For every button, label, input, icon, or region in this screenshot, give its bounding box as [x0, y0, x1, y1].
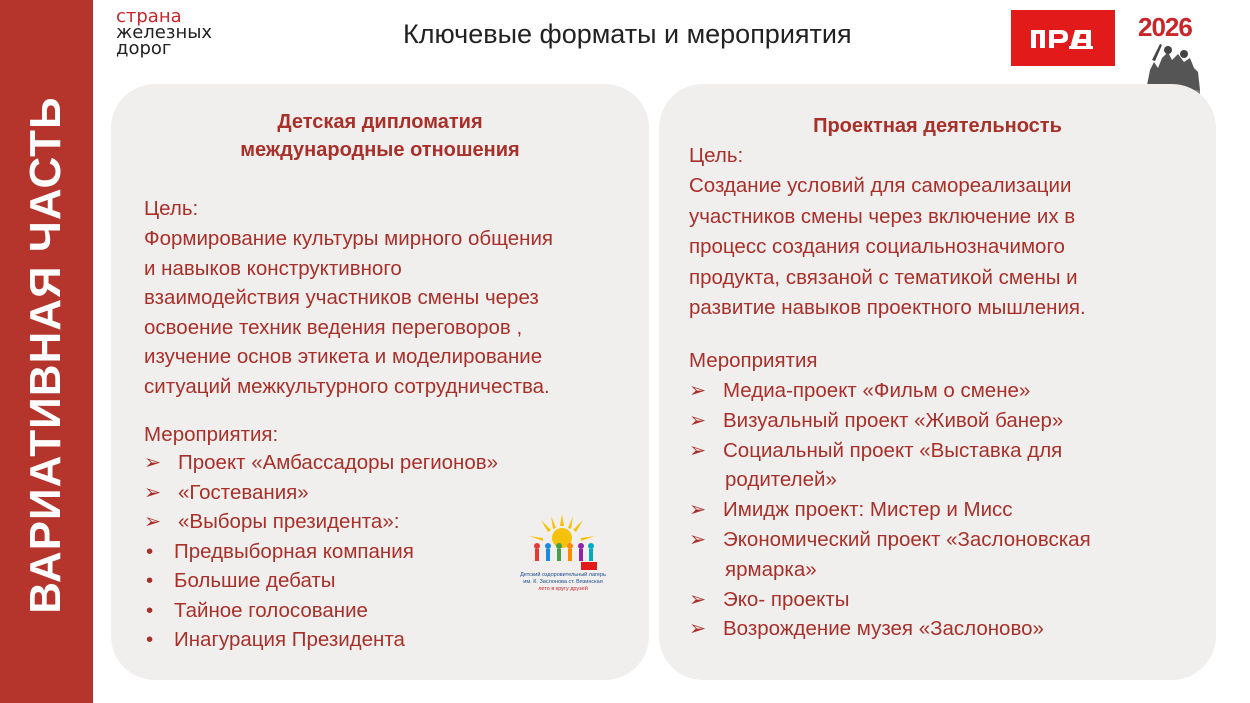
card-projects-heading: Проектная деятельность [813, 115, 1062, 137]
event-label-continued: родителей» [725, 468, 837, 492]
side-banner [0, 0, 93, 703]
goal-line: изучение основ этикета и моделирование [144, 345, 543, 368]
event-label: Возрождение музея «Заслоново» [723, 617, 1044, 641]
list-item [689, 555, 1091, 585]
arrow-bullet-icon: ➢ [144, 451, 162, 474]
list-item [689, 406, 1091, 436]
events-label: Мероприятия: [144, 423, 279, 446]
arrow-bullet-icon: ➢ [689, 379, 707, 402]
brand-line-1: страна [116, 6, 182, 27]
goal-line: процесс создания социальнозначимого [689, 235, 1065, 258]
event-label: Эко- проекты [723, 587, 850, 611]
goal-line: Формирование культуры мирного общения [144, 227, 554, 250]
goal-line: участников смены через включение их в [689, 204, 1076, 228]
list-item [689, 495, 1091, 525]
list-item [144, 596, 498, 626]
dot-bullet-icon: • [146, 628, 154, 651]
page-title: Ключевые форматы и мероприятия [403, 19, 852, 49]
arrow-bullet-icon: ➢ [144, 480, 162, 504]
events-list [689, 376, 1091, 644]
rzd-logo-icon [1011, 10, 1115, 66]
list-item [689, 525, 1091, 555]
sun-children-icon [521, 512, 603, 572]
dot-bullet-icon: • [146, 598, 154, 622]
list-item [144, 478, 498, 508]
goal-label: Цель: [689, 144, 744, 167]
camp-caption-line: им. К. Заслонова ст. Вязинская [523, 579, 603, 585]
goal-line: развитие навыков проектного мышления. [689, 296, 1086, 319]
list-item [689, 614, 1091, 644]
goal-line: взаимодействия участников смены через [144, 286, 539, 309]
heading-line: международные отношения [240, 139, 520, 161]
sub-event-label: Тайное голосование [174, 598, 368, 622]
arrow-bullet-icon: ➢ [144, 510, 162, 533]
list-item [689, 465, 1091, 495]
list-item [144, 625, 498, 655]
brand-logo [116, 6, 213, 59]
camp-caption-line: Детский оздоровительный лагерь [520, 572, 606, 578]
arrow-bullet-icon: ➢ [689, 408, 707, 432]
sub-event-label: Инагурация Президента [174, 628, 405, 651]
camp-logo [505, 512, 621, 598]
goal-text [144, 224, 553, 401]
goal-line: продукта, связаной с тематикой смены и [689, 265, 1078, 289]
event-label: Визуальный проект «Живой банер» [723, 408, 1064, 432]
goal-line: и навыков конструктивного [144, 256, 402, 280]
arrow-bullet-icon: ➢ [689, 527, 707, 551]
goal-line: освоение техник ведения переговоров , [144, 315, 523, 339]
arrow-bullet-icon: ➢ [689, 587, 707, 611]
events-label: Мероприятия [689, 349, 818, 372]
goal-line: Создание условий для самореализации [689, 174, 1072, 197]
goal-label: Цель: [144, 197, 199, 220]
list-item [144, 507, 498, 537]
dot-bullet-icon: • [146, 569, 154, 592]
list-item [689, 436, 1091, 466]
event-label: Проект «Амбассадоры регионов» [178, 451, 499, 474]
list-item [689, 376, 1091, 406]
sub-event-label: Большие дебаты [174, 569, 336, 592]
heading-line: Детская дипломатия [277, 111, 483, 133]
sub-event-label: Предвыборная компания [174, 539, 414, 563]
year-number: 2026 [1138, 12, 1192, 42]
side-banner-label: ВАРИАТИВНАЯ ЧАСТЬ [21, 96, 70, 614]
camp-logo-caption [505, 572, 621, 593]
event-label-continued: ярмарка» [725, 557, 817, 581]
goal-text [689, 171, 1086, 324]
card-projects [659, 84, 1216, 680]
event-label: Имидж проект: Мистер и Мисс [723, 498, 1013, 522]
event-label: Социальный проект «Выставка для [723, 438, 1063, 462]
list-item [144, 537, 498, 567]
list-item [689, 585, 1091, 615]
dot-bullet-icon: • [146, 539, 154, 563]
event-label: Медиа-проект «Фильм о смене» [723, 379, 1031, 402]
camp-caption-line: лето в кругу друзей [538, 586, 588, 592]
arrow-bullet-icon: ➢ [689, 498, 707, 522]
event-label: «Гостевания» [178, 480, 309, 504]
arrow-bullet-icon: ➢ [689, 617, 707, 641]
event-label: Экономический проект «Заслоновская [723, 527, 1091, 551]
list-item [144, 566, 498, 596]
event-label: «Выборы президента»: [178, 510, 400, 533]
goal-line: ситуаций межкультурного сотрудничества. [144, 374, 550, 398]
card-diplomacy-heading [111, 108, 649, 164]
events-list [144, 448, 498, 655]
brand-line-2: железных [116, 22, 213, 43]
arrow-bullet-icon: ➢ [689, 438, 707, 462]
brand-line-3: дорог [116, 38, 172, 59]
list-item [144, 448, 498, 478]
